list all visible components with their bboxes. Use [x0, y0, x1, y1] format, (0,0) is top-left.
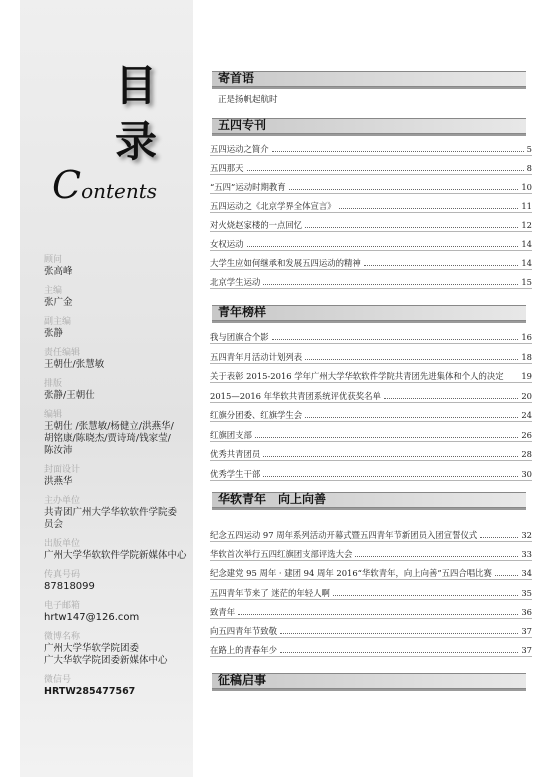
masthead-value: 张静/王朝仕: [44, 390, 95, 401]
toc-entry-title: 华软首次举行五四红旗团支部评选大会: [210, 549, 353, 560]
section-title: 征稿启事: [218, 673, 267, 687]
section-header: [212, 71, 526, 87]
toc-entry-title: 五四青年节来了 迷茫的年轻人啊: [210, 587, 330, 598]
toc-page-number: 37: [521, 645, 532, 656]
toc-page-number: 14: [521, 258, 532, 268]
masthead-label: 排版: [44, 379, 63, 389]
toc-leader-dots: [263, 276, 518, 285]
masthead-entry: [44, 495, 189, 531]
toc-page-number: 18: [521, 351, 532, 362]
toc-entry-title: 2015—2016 年华软共青团系统评优获奖名单: [210, 390, 381, 401]
toc-entry[interactable]: [210, 238, 532, 251]
masthead-value: 广州大学华软软件学院新媒体中心: [44, 550, 187, 561]
toc-entry-title: 红旗分团委、红旗学生会: [210, 410, 303, 420]
toc-leader-dots: [364, 257, 519, 266]
section-title: 五四专刊: [218, 118, 267, 132]
toc-entry[interactable]: [210, 200, 532, 213]
toc-entry-title: 女权运动: [210, 239, 244, 249]
toc-entry[interactable]: [210, 181, 532, 194]
masthead-entry: [44, 464, 189, 488]
toc-entry[interactable]: [210, 143, 532, 156]
toc-page-number: 15: [521, 277, 532, 287]
masthead-value: HRTW285477567: [44, 686, 136, 697]
masthead-value: 王朝仕/张慧敏: [44, 359, 105, 370]
toc-leader-dots: [339, 200, 519, 209]
masthead-entry: [44, 569, 189, 593]
toc-entry[interactable]: [210, 567, 532, 580]
toc-entry-title: 优秀学生干部: [210, 468, 261, 479]
toc-entry[interactable]: [210, 331, 532, 344]
masthead-value: 张静: [44, 328, 64, 339]
toc-leader-dots: [280, 625, 518, 634]
toc-leader-dots: [289, 181, 519, 190]
toc-title-char: 目: [115, 61, 158, 110]
toc-page-number: 32: [521, 530, 532, 540]
contents-rest: ontents: [81, 179, 158, 203]
toc-entry-title: 纪念五四运动 97 周年系列活动开幕式暨五四青年节新团员入团宣誓仪式: [210, 530, 478, 540]
toc-leader-dots: [480, 529, 518, 538]
masthead-label: 编辑: [44, 410, 63, 420]
toc-page-number: 12: [521, 220, 532, 230]
toc-entry-title: 五四运动之《北京学界全体宣言》: [210, 201, 336, 211]
toc-entry[interactable]: [210, 587, 532, 600]
masthead-entry: [44, 600, 189, 624]
toc-entry-title: 优秀共青团员: [210, 449, 261, 459]
toc-entry-title: 对火烧赵家楼的一点回忆: [210, 220, 303, 230]
toc-leader-dots: [305, 219, 518, 228]
section-header: [212, 673, 526, 689]
toc-entry[interactable]: [210, 351, 532, 364]
toc-entry-title: 纪念建党 95 周年 · 建团 94 周年 2016“华软青年，向上向善”五四合唱比赛: [210, 568, 492, 579]
masthead-value: 87818099: [44, 581, 95, 592]
toc-entry-title: 红旗团支部: [210, 429, 252, 440]
masthead-value: 广州大学华软学院团委 广大华软学院团委新媒体中心: [44, 643, 168, 666]
toc-entry-title: 关于表彰 2015-2016 学年广州大学华软软件学院共青团先进集体和个人的决定: [210, 371, 504, 381]
toc-entry[interactable]: [210, 219, 532, 232]
toc-page-number: 8: [526, 163, 532, 173]
toc-leader-dots: [263, 468, 518, 477]
masthead-entry: [44, 674, 189, 698]
masthead-entry: [44, 631, 189, 667]
toc-entry[interactable]: [210, 644, 532, 657]
toc-title: [115, 58, 175, 170]
masthead-label: 封面设计: [44, 465, 81, 475]
toc-page-number: 34: [521, 568, 532, 579]
toc-page-number: 36: [521, 606, 532, 617]
toc-leader-dots: [272, 143, 524, 152]
masthead-value: hrtw147@126.com: [44, 612, 140, 623]
masthead-entry: [44, 285, 189, 309]
section-title: 青年榜样: [218, 305, 267, 319]
toc-entry-title: 向五四青年节致敬: [210, 626, 277, 636]
toc-leader-dots: [263, 448, 518, 457]
toc-page-number: 28: [521, 449, 532, 459]
masthead-label: 主编: [44, 286, 63, 296]
toc-entry-title: 我与团旗合个影: [210, 332, 269, 342]
section-title: 华软青年 向上向善: [218, 492, 327, 506]
toc-leader-dots: [247, 238, 519, 247]
toc-entry-title: 五四运动之简介: [210, 144, 269, 154]
toc-leader-dots: [255, 429, 518, 438]
section-intro: 正是扬帆起航时: [218, 95, 278, 105]
masthead-label: 副主编: [44, 317, 72, 327]
masthead-value: 张高峰: [44, 266, 73, 277]
toc-page-number: 5: [526, 144, 532, 154]
toc-entry[interactable]: [210, 625, 532, 638]
toc-entry[interactable]: [210, 548, 532, 561]
toc-entry[interactable]: [210, 529, 532, 542]
toc-page-number: 14: [521, 239, 532, 249]
toc-page-number: 16: [521, 332, 532, 342]
toc-leader-dots: [333, 587, 518, 596]
toc-page-number: 10: [521, 182, 532, 192]
toc-page-number: 33: [521, 549, 532, 560]
toc-leader-dots: [495, 567, 518, 576]
masthead-label: 电子邮箱: [44, 601, 81, 611]
masthead-entry: [44, 409, 189, 457]
toc-entry[interactable]: [210, 276, 532, 289]
toc-entry[interactable]: [210, 409, 532, 422]
toc-page-number: 26: [521, 429, 532, 440]
toc-entry[interactable]: [210, 162, 532, 175]
toc-leader-dots: [305, 409, 518, 418]
toc-leader-dots: [280, 644, 518, 653]
masthead-entry: [44, 378, 189, 402]
toc-page-number: 24: [521, 410, 532, 420]
toc-leader-dots: [247, 162, 524, 171]
toc-page-number: 35: [521, 587, 532, 598]
toc-entry-title: 致青年: [210, 606, 236, 617]
toc-entry-title: “五四”运动时期教育: [210, 182, 286, 192]
toc-entry[interactable]: [210, 429, 532, 442]
masthead-label: 微博名称: [44, 632, 81, 642]
toc-page-number: 30: [521, 468, 532, 479]
masthead-value: 洪燕华: [44, 476, 73, 487]
contents-cap: C: [52, 163, 82, 207]
toc-page-number: 37: [521, 626, 532, 636]
masthead-label: 传真号码: [44, 570, 81, 580]
masthead-label: 出版单位: [44, 539, 81, 549]
masthead-label: 微信号: [44, 675, 72, 685]
masthead-label: 主办单位: [44, 496, 81, 506]
toc-entry[interactable]: [210, 390, 532, 403]
toc-entry[interactable]: [210, 448, 532, 461]
masthead-info: [44, 254, 189, 705]
toc-leader-dots: [507, 371, 519, 379]
masthead-entry: [44, 254, 189, 278]
section-header: [212, 305, 526, 321]
toc-leader-dots: [272, 331, 519, 340]
masthead-entry: [44, 316, 189, 340]
toc-page-number: 11: [521, 201, 532, 211]
toc-entry[interactable]: [210, 606, 532, 619]
toc-leader-dots: [384, 390, 518, 399]
masthead-value: 共青团广州大学华软软件学院委 员会: [44, 507, 178, 530]
section-header: [212, 492, 526, 508]
toc-entry-title: 五四青年月活动计划列表: [210, 351, 303, 362]
toc-leader-dots: [238, 606, 518, 615]
toc-title-char: 录: [115, 117, 158, 166]
toc-entry-title: 在路上的青春年少: [210, 645, 277, 656]
toc-entry-title: 北京学生运动: [210, 277, 261, 287]
masthead-label: 责任编辑: [44, 348, 81, 358]
toc-entry[interactable]: [210, 370, 532, 383]
section-header: [212, 118, 526, 134]
masthead-value: 王朝仕 /张慧敏/杨健立/洪燕华/ 胡铭康/陈晓杰/贾诗琦/钱家莹/ 陈汝沛: [44, 421, 174, 456]
masthead-entry: [44, 347, 189, 371]
toc-leader-dots: [355, 548, 518, 557]
toc-entry-title: 五四那天: [210, 163, 244, 173]
toc-entry[interactable]: [210, 257, 532, 270]
toc-entry[interactable]: [210, 468, 532, 481]
masthead-label: 顾问: [44, 255, 63, 265]
toc-page-number: 19: [521, 371, 532, 381]
masthead-value: 张广金: [44, 297, 73, 308]
contents-heading: [52, 163, 157, 207]
toc-entry-title: 大学生应如何继承和发展五四运动的精神: [210, 258, 361, 268]
toc-page-number: 20: [521, 390, 532, 401]
toc-leader-dots: [305, 351, 518, 360]
section-title: 寄首语: [218, 71, 255, 85]
masthead-entry: [44, 538, 189, 562]
